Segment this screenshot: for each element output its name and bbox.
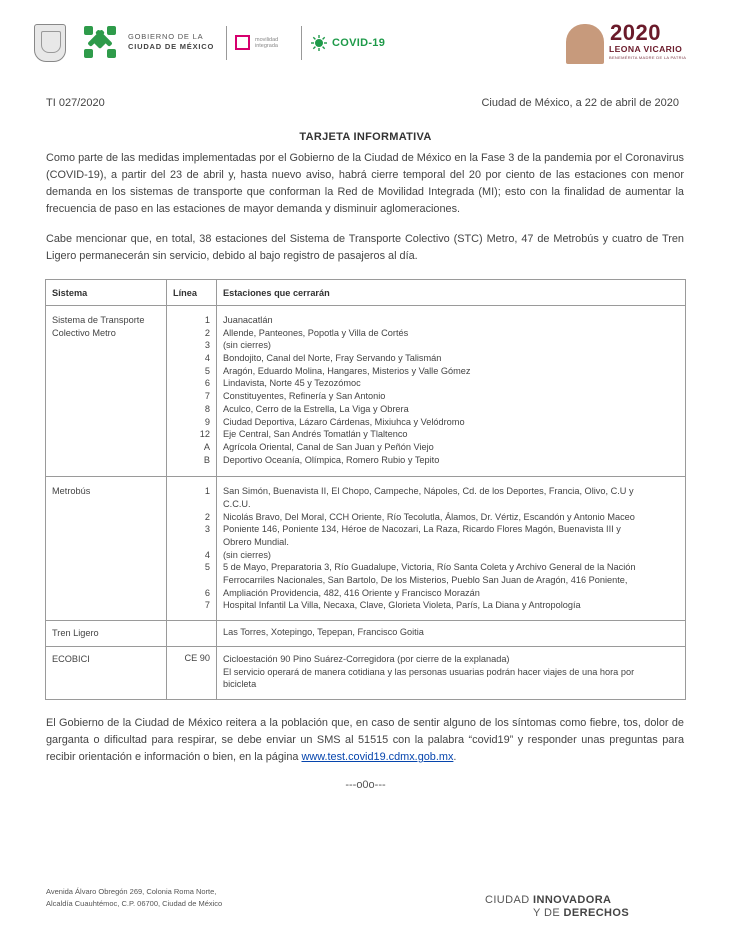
leona-name: LEONA VICARIO <box>609 44 683 54</box>
station-entry: Obrero Mundial. <box>223 537 289 547</box>
station-entry: Aragón, Eduardo Molina, Hangares, Misterios y Valle Gómez <box>223 365 471 376</box>
system-name: ECOBICI <box>46 646 167 699</box>
station-list <box>217 477 686 621</box>
covid-label: COVID-19 <box>332 37 386 49</box>
station-entry: Bondojito, Canal del Norte, Fray Servando y Talismán <box>223 353 442 364</box>
movilidad-wordmark <box>255 37 278 49</box>
line-number <box>173 536 210 549</box>
leona-subtitle: BENEMÉRITA MADRE DE LA PATRIA <box>609 55 687 60</box>
header-divider <box>226 26 227 60</box>
station-entry: (sin cierres) <box>223 340 271 351</box>
station-entry: Constituyentes, Refinería y San Antonio <box>223 391 386 402</box>
document-reference: TI 027/2020 <box>46 97 105 109</box>
line-number <box>167 621 217 647</box>
slogan-part: Y DE <box>533 907 564 919</box>
station-entry: Ciudad Deportiva, Lázaro Cárdenas, Mixiuhca y Velódromo <box>223 416 465 427</box>
closures-table <box>45 279 686 700</box>
line-number: 6 <box>204 378 210 389</box>
line-number: 3 <box>204 340 210 351</box>
station-entry: El servicio operará de manera cotidiana y las personas usuarias podrán hacer viajes de una hora por <box>223 666 635 677</box>
line-number: 5 <box>204 562 210 573</box>
slogan-bold: INNOVADORA <box>533 894 612 906</box>
table-row-ecobici <box>46 646 686 699</box>
footer-address <box>46 886 222 910</box>
station-entry: Lindavista, Norte 45 y Tezozómoc <box>223 378 361 389</box>
line-number: CE 90 <box>167 646 217 699</box>
summary-paragraph: Cabe mencionar que, en total, 38 estaciones del Sistema de Transporte Colectivo (STC) Metro, 47 de Metrobús y cuatro de Tren Ligero permanecerán sin servicio, debido al bajo registro de pasajeros al día. <box>46 233 684 262</box>
station-entry: Cicloestación 90 Pino Suárez-Corregidora (por cierre de la explanada) <box>223 653 510 664</box>
system-name: Tren Ligero <box>46 621 167 647</box>
gov-wordmark <box>128 32 214 52</box>
line-number: 2 <box>204 327 210 338</box>
page-header <box>0 0 731 80</box>
header-divider <box>301 26 302 60</box>
address-line1: Avenida Álvaro Obregón 269, Colonia Roma Norte, <box>46 887 217 896</box>
leona-year: 2020 <box>610 20 661 45</box>
covid-test-link[interactable]: www.test.covid19.cdmx.gob.mx <box>301 751 454 763</box>
line-number: 6 <box>204 587 210 598</box>
station-entry: Nicolás Bravo, Del Moral, CCH Oriente, Río Tecolutla, Álamos, Dr. Vértiz, Escandón y Antonio Maceo <box>223 511 635 522</box>
coat-of-arms-icon <box>34 24 66 62</box>
slogan-part: CIUDAD <box>485 894 534 906</box>
movil-line2: integrada <box>255 43 278 49</box>
line-number: 5 <box>204 365 210 376</box>
movil-line1: movilidad <box>255 37 279 43</box>
table-row-metro <box>46 306 686 477</box>
line-number <box>173 574 210 587</box>
line-number: 1 <box>204 486 210 497</box>
line-number: 3 <box>204 524 210 535</box>
station-entry: Poniente 146, Poniente 134, Héroe de Nacozari, La Raza, Ricardo Flores Magón, Buenavista III y <box>223 524 621 535</box>
station-entry: Deportivo Oceanía, Olímpica, Romero Rubio y Tepito <box>223 454 440 465</box>
line-number: 1 <box>204 315 210 325</box>
station-entry: Aculco, Cerro de la Estrella, La Viga y Obrera <box>223 403 409 414</box>
address-line2: Alcaldía Cuauhtémoc, C.P. 06700, Ciudad de México <box>46 899 223 908</box>
system-name: Sistema de Transporte Colectivo Metro <box>46 306 167 477</box>
gov-line2: CIUDAD DE MÉXICO <box>128 42 215 51</box>
line-number: 7 <box>204 391 210 402</box>
station-entry: Allende, Panteones, Popotla y Villa de Cortés <box>223 327 409 338</box>
header-estaciones: Estaciones que cerrarán <box>217 280 686 306</box>
advice-end: . <box>453 751 457 763</box>
station-list <box>217 306 686 477</box>
station-entry: C.C.U. <box>223 498 251 509</box>
gov-line1: GOBIERNO DE LA <box>128 32 204 41</box>
table-header-row <box>46 280 686 306</box>
table-row-metrobus <box>46 477 686 621</box>
system-name: Metrobús <box>46 477 167 621</box>
line-list <box>167 306 217 477</box>
footer-slogan <box>485 894 629 920</box>
station-entry: Juanacatlán <box>223 315 273 325</box>
advice-text: El Gobierno de la Ciudad de México reitera a la población que, en caso de sentir alguno de los síntomas como fiebre, tos, dolor de garganta o dificultad para respirar, se debe enviar un SMS al 51515 con la palabra “covid19” y responder unas preguntas para recibir orientación e información o bien, en la página <box>46 717 684 763</box>
station-list <box>217 646 686 699</box>
intro-paragraph: Como parte de las medidas implementadas por el Gobierno de la Ciudad de México en la Fase 3 de la pandemia por el Coronavirus (COVID-19), a partir del 23 de abril y, hasta nuevo aviso, habrá cierre temporal del 20 por ciento de las estaciones con menor demanda en los sistemas de transporte que conforman la Red de Movilidad Integrada (MI); esto con la finalidad de aumentar la frecuencia de paso en las estaciones de mayor demanda y disminuir aglomeraciones. <box>46 152 684 215</box>
station-entry: San Simón, Buenavista II, El Chopo, Campeche, Nápoles, Cd. de los Deportes, Francia, Olivo, C.U y <box>223 486 634 497</box>
slogan-bold: DERECHOS <box>563 907 630 919</box>
cdmx-logo-icon <box>80 22 120 62</box>
line-number: A <box>203 441 210 452</box>
station-entry: Agrícola Oriental, Canal de San Juan y Peñón Viejo <box>223 441 434 452</box>
line-number: 4 <box>204 353 210 364</box>
line-number: 7 <box>204 600 210 611</box>
station-list: Las Torres, Xotepingo, Tepepan, Francisco Goitia <box>217 621 686 647</box>
closing-mark: ---o0o--- <box>345 779 386 791</box>
station-entry: (sin cierres) <box>223 549 271 560</box>
line-number: 2 <box>204 511 210 522</box>
header-linea: Línea <box>167 280 217 306</box>
document-date: Ciudad de México, a 22 de abril de 2020 <box>481 97 679 109</box>
leona-vicario-portrait <box>566 24 604 64</box>
header-sistema: Sistema <box>46 280 167 306</box>
station-entry: Eje Central, San Andrés Tomatlán y Tlaltenco <box>223 429 408 440</box>
line-number: 4 <box>204 549 210 560</box>
line-number: 9 <box>204 416 210 427</box>
line-number: 8 <box>204 403 210 414</box>
line-number: 12 <box>199 429 210 440</box>
station-entry: bicicleta <box>223 679 257 690</box>
virus-icon <box>310 34 328 52</box>
movilidad-integrada-icon <box>235 35 250 50</box>
station-entry: 5 de Mayo, Preparatoria 3, Río Guadalupe, Victoria, Río Santa Coleta y Archivo General de la Nación <box>223 562 636 573</box>
document-title: TARJETA INFORMATIVA <box>299 131 432 143</box>
station-entry: Ferrocarriles Nacionales, San Bartolo, De los Misterios, Pueblo San Juan de Aragón, 416 Poniente, <box>223 575 628 586</box>
station-entry: Hospital Infantil La Villa, Necaxa, Clave, Glorieta Violeta, París, La Diana y Antropología <box>223 600 581 611</box>
line-list <box>167 477 217 621</box>
line-number: B <box>203 454 210 465</box>
station-entry: Ampliación Providencia, 482, 416 Oriente y Francisco Morazán <box>223 587 480 598</box>
health-advice-paragraph <box>46 715 684 766</box>
line-number <box>173 498 210 511</box>
table-row-tren-ligero <box>46 621 686 647</box>
